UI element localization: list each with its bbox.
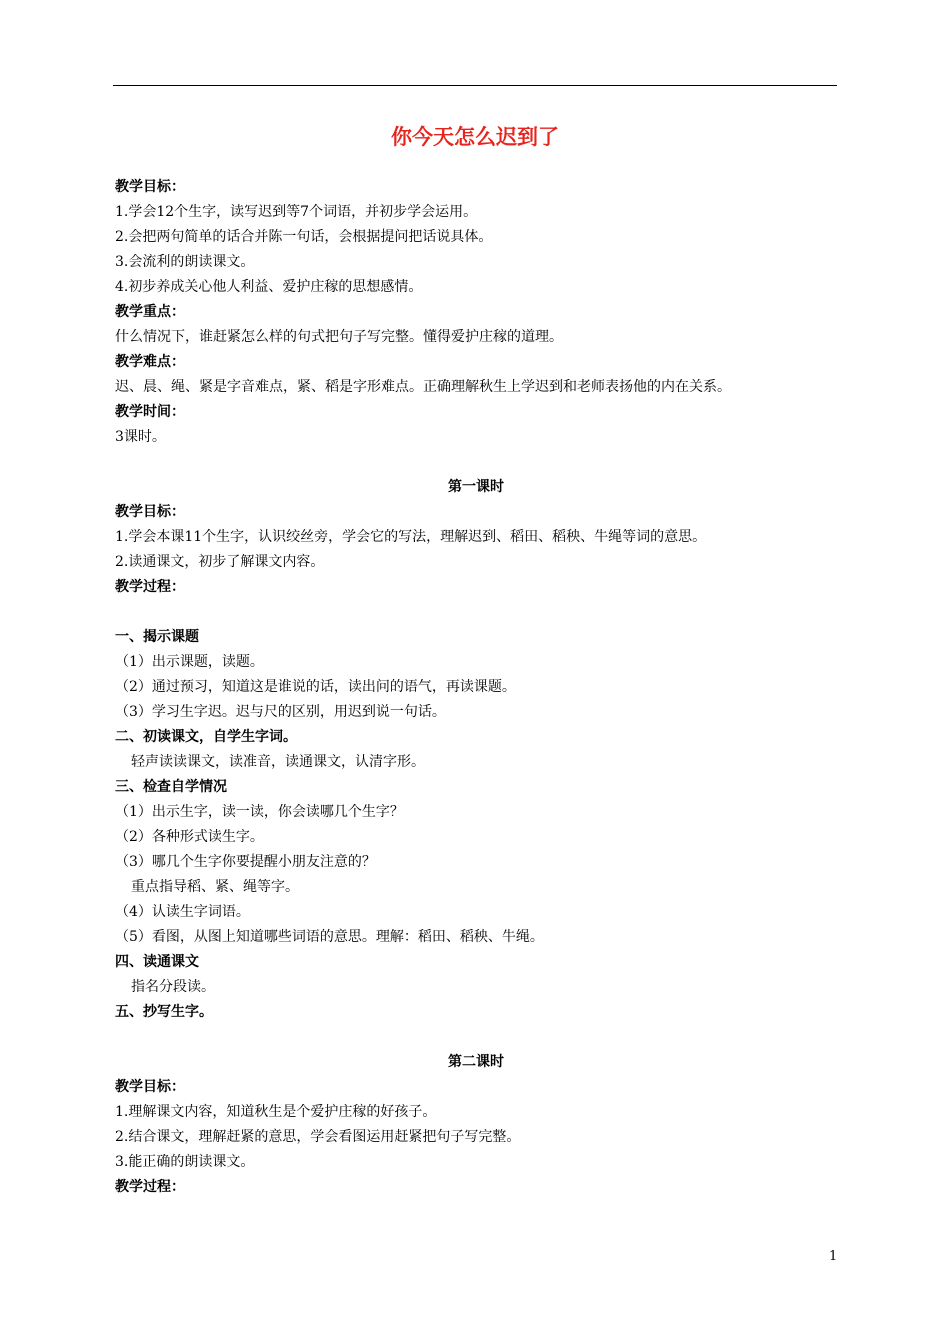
section-heading: 一、揭示课题 [115, 629, 199, 645]
paragraph-line: 2.会把两句简单的话合并陈一句话，会根据提问把话说具体。 [115, 229, 493, 245]
lesson-heading: 第二课时 [448, 1054, 504, 1070]
section-heading: 五、抄写生字。 [115, 1004, 213, 1020]
blank-line [115, 600, 845, 625]
paragraph-line: （1）出示课题，读题。 [115, 654, 264, 670]
paragraph-line: 什么情况下，谁赶紧怎么样的句式把句子写完整。懂得爱护庄稼的道理。 [115, 329, 563, 345]
blank-line [115, 450, 845, 475]
paragraph-line: 1.学会本课11个生字，认识绞丝旁，学会它的写法，理解迟到、稻田、稻秧、牛绳等词的意思。 [115, 529, 707, 545]
paragraph-line: （3）哪几个生字你要提醒小朋友注意的？ [115, 854, 376, 870]
section-heading: 教学重点： [115, 304, 185, 320]
header-rule [113, 85, 837, 86]
section-heading: 教学目标： [115, 504, 185, 520]
paragraph-line: 3.会流利的朗读课文。 [115, 254, 255, 270]
paragraph-line: （5）看图，从图上知道哪些词语的意思。理解：稻田、稻秧、牛绳。 [115, 929, 544, 945]
paragraph-line: （2）各种形式读生字。 [115, 829, 264, 845]
section-heading: 二、初读课文，自学生字词。 [115, 729, 297, 745]
paragraph-line: （1）出示生字，读一读，你会读哪几个生字？ [115, 804, 404, 820]
document-title: 你今天怎么迟到了 [391, 124, 559, 149]
document-body [115, 175, 845, 1200]
paragraph-line: 3.能正确的朗读课文。 [115, 1154, 255, 1170]
paragraph-line: 3课时。 [115, 429, 166, 445]
paragraph-line: 4.初步养成关心他人利益、爱护庄稼的思想感情。 [115, 279, 423, 295]
section-heading: 教学过程： [115, 1179, 185, 1195]
section-heading: 教学过程： [115, 579, 185, 595]
indented-paragraph: 重点指导稻、紧、绳等字。 [131, 879, 299, 895]
section-heading: 教学难点： [115, 354, 185, 370]
section-heading: 教学目标： [115, 1079, 185, 1095]
paragraph-line: （4）认读生字词语。 [115, 904, 250, 920]
paragraph-line: 2.结合课文，理解赶紧的意思，学会看图运用赶紧把句子写完整。 [115, 1129, 521, 1145]
paragraph-line: 迟、晨、绳、紧是字音难点，紧、稻是字形难点。正确理解秋生上学迟到和老师表扬他的内在关系。 [115, 379, 731, 395]
section-heading: 三、检查自学情况 [115, 779, 227, 795]
paragraph-line: 2.读通课文，初步了解课文内容。 [115, 554, 325, 570]
paragraph-line: （2）通过预习，知道这是谁说的话，读出问的语气，再读课题。 [115, 679, 516, 695]
blank-line [115, 1025, 845, 1050]
section-heading: 四、读通课文 [115, 954, 199, 970]
paragraph-line: 1.学会12个生字，读写迟到等7个词语，并初步学会运用。 [115, 204, 478, 220]
indented-paragraph: 指名分段读。 [131, 979, 215, 995]
section-heading: 教学时间： [115, 404, 185, 420]
page-number: 1 [829, 1249, 838, 1264]
paragraph-line: 1.理解课文内容，知道秋生是个爱护庄稼的好孩子。 [115, 1104, 437, 1120]
section-heading: 教学目标： [115, 179, 185, 195]
paragraph-line: （3）学习生字迟。迟与尺的区别，用迟到说一句话。 [115, 704, 446, 720]
lesson-heading: 第一课时 [448, 479, 504, 495]
indented-paragraph: 轻声读读课文，读准音，读通课文，认清字形。 [131, 754, 425, 770]
